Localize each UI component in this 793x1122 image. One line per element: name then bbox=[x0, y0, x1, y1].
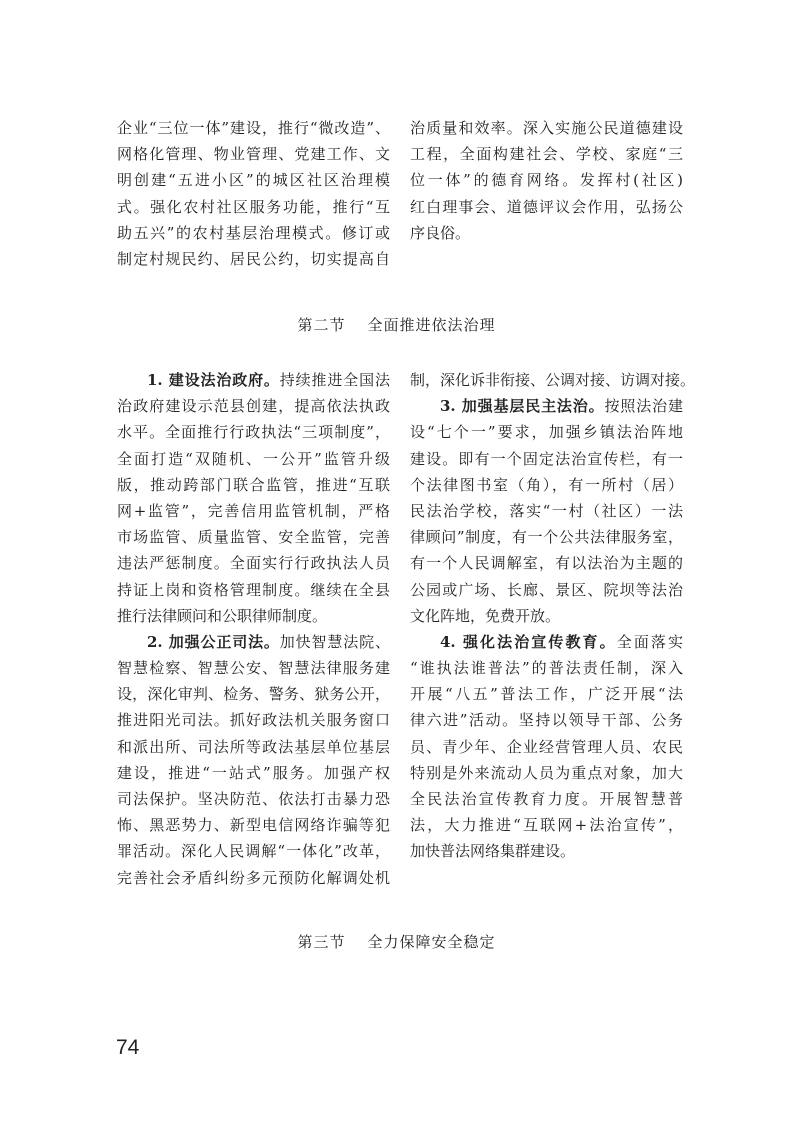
paragraph-line bbox=[410, 419, 683, 445]
section-number: 第三节 bbox=[297, 933, 346, 951]
line-text: 制，深化诉非衔接、公调对接、访调对接。 bbox=[410, 371, 696, 389]
line-text: 开展“八五”普法工作，广泛开展“法 bbox=[410, 685, 683, 704]
paragraph-line bbox=[410, 812, 683, 838]
paragraph-line bbox=[410, 498, 683, 524]
paragraph-line bbox=[410, 472, 683, 498]
paragraph-line bbox=[410, 760, 683, 786]
line-text: 公园或广场、长廊、景区、院坝等法治 bbox=[410, 580, 683, 599]
line-text: 明创建“五进小区”的城区社区治理模 bbox=[117, 171, 390, 190]
line-text: 位一体”的德育网络。发挥村(社区) bbox=[410, 171, 683, 190]
line-text: 罪活动。深化人民调解“一体化”改革， bbox=[117, 842, 390, 861]
line-text: 企业“三位一体”建设，推行“微改造”、 bbox=[117, 119, 390, 137]
paragraph-line bbox=[410, 655, 683, 681]
paragraph-line bbox=[410, 141, 683, 167]
paragraph-lead-heading: 4. 强化法治宣传教育。 bbox=[440, 632, 617, 651]
line-text: 网格化管理、物业管理、党建工作、文 bbox=[117, 145, 390, 164]
paragraph-line bbox=[410, 194, 683, 220]
line-text: 推进阳光司法。抓好政法机关服务窗口 bbox=[117, 711, 390, 730]
line-text: 全民法治宣传教育力度。开展智慧普 bbox=[410, 790, 683, 808]
paragraph-line bbox=[410, 167, 683, 193]
line-text: 怖、黑恶势力、新型电信网络诈骗等犯 bbox=[117, 816, 390, 835]
section-heading-2 bbox=[0, 314, 793, 335]
line-text: 律六进”活动。坚持以领导干部、公务 bbox=[410, 711, 683, 730]
section-title: 全力保障安全稳定 bbox=[367, 933, 496, 951]
paragraph-line bbox=[410, 629, 683, 655]
section2-left-column bbox=[117, 367, 390, 891]
line-text: 序良俗。 bbox=[410, 223, 471, 242]
paragraph-line bbox=[117, 629, 390, 655]
line-text: 智慧检察、智慧公安、智慧法律服务建 bbox=[117, 659, 390, 678]
line-text: 特别是外来流动人员为重点对象，加大 bbox=[410, 763, 683, 782]
line-text: 式。强化农村社区服务功能，推行“互 bbox=[117, 197, 390, 216]
line-text: 律顾问”制度，有一个公共法律服务室， bbox=[410, 528, 683, 547]
paragraph-line bbox=[117, 577, 390, 603]
line-text: 全面落实 bbox=[616, 632, 683, 651]
paragraph-line bbox=[117, 681, 390, 707]
section-number: 第二节 bbox=[297, 316, 346, 334]
paragraph-line bbox=[117, 472, 390, 498]
line-text: 法，大力推进“互联网+法治宣传”， bbox=[410, 816, 683, 835]
paragraph-line bbox=[410, 681, 683, 707]
paragraph-line bbox=[117, 393, 390, 419]
section-heading-3 bbox=[0, 931, 793, 952]
line-text: 设“七个一”要求，加强乡镇法治阵地 bbox=[410, 423, 683, 442]
paragraph-line bbox=[117, 603, 390, 629]
line-text: 加快智慧法院、 bbox=[279, 632, 390, 651]
line-text: 司法保护。坚决防范、依法打击暴力恐 bbox=[117, 790, 390, 808]
line-text: 建设。即有一个固定法治宣传栏，有一 bbox=[410, 449, 683, 468]
section1-left-column bbox=[117, 115, 390, 272]
paragraph-line bbox=[410, 393, 683, 419]
paragraph-lead-heading: 3. 加强基层民主法治。 bbox=[440, 397, 605, 416]
paragraph-line bbox=[410, 446, 683, 472]
paragraph-line bbox=[117, 786, 390, 812]
line-text: 持续推进全国法 bbox=[279, 371, 390, 389]
paragraph-line bbox=[117, 498, 390, 524]
paragraph-line bbox=[117, 524, 390, 550]
paragraph-line bbox=[117, 419, 390, 445]
line-text: 加快普法网络集群建设。 bbox=[410, 842, 576, 861]
paragraph-line bbox=[117, 220, 390, 246]
line-text: 治政府建设示范县创建，提高依法执政 bbox=[117, 397, 390, 416]
paragraph-line bbox=[117, 838, 390, 864]
section1-right-column bbox=[410, 115, 683, 246]
paragraph-line bbox=[117, 655, 390, 681]
paragraph-lead-heading: 2. 加强公正司法。 bbox=[147, 632, 280, 651]
paragraph-line bbox=[117, 707, 390, 733]
line-text: 建设，推进“一站式”服务。加强产权 bbox=[117, 763, 390, 782]
paragraph-line bbox=[410, 577, 683, 603]
paragraph-line bbox=[117, 760, 390, 786]
page-number: 74 bbox=[116, 1036, 140, 1059]
line-text: 治质量和效率。深入实施公民道德建设 bbox=[410, 119, 683, 137]
line-text: 助五兴”的农村基层治理模式。修订或 bbox=[117, 223, 390, 242]
paragraph-line bbox=[117, 734, 390, 760]
paragraph-line bbox=[117, 167, 390, 193]
paragraph-line bbox=[410, 550, 683, 576]
paragraph-line bbox=[410, 524, 683, 550]
paragraph-line bbox=[410, 838, 683, 864]
line-text: 违法严惩制度。全面实行行政执法人员 bbox=[117, 554, 390, 573]
paragraph-line bbox=[410, 220, 683, 246]
line-text: 个法律图书室（角），有一所村（居） bbox=[410, 475, 683, 494]
paragraph-line bbox=[410, 786, 683, 812]
paragraph-line bbox=[117, 446, 390, 472]
line-text: 员、青少年、企业经营管理人员、农民 bbox=[410, 737, 683, 756]
paragraph-line bbox=[117, 141, 390, 167]
paragraph-lead-heading: 1. 建设法治政府。 bbox=[147, 371, 280, 389]
line-text: “谁执法谁普法”的普法责任制，深入 bbox=[410, 659, 683, 678]
line-text: 工程，全面构建社会、学校、家庭“三 bbox=[410, 145, 683, 164]
paragraph-line bbox=[410, 115, 683, 141]
line-text: 网+监管”，完善信用监管机制，严格 bbox=[117, 501, 390, 520]
section2-right-column bbox=[410, 367, 696, 865]
line-text: 红白理事会、道德评议会作用，弘扬公 bbox=[410, 197, 683, 216]
paragraph-line bbox=[410, 603, 683, 629]
line-text: 和派出所、司法所等政法基层单位基层 bbox=[117, 737, 390, 756]
line-text: 文化阵地，免费开放。 bbox=[410, 606, 561, 625]
line-text: 有一个人民调解室，有以法治为主题的 bbox=[410, 554, 683, 573]
paragraph-line bbox=[117, 367, 390, 393]
paragraph-line bbox=[117, 812, 390, 838]
line-text: 按照法治建 bbox=[604, 397, 683, 416]
line-text: 版，推动跨部门联合监管，推进“互联 bbox=[117, 475, 390, 494]
paragraph-line bbox=[117, 550, 390, 576]
section-title: 全面推进依法治理 bbox=[367, 316, 496, 334]
paragraph-line bbox=[117, 115, 390, 141]
line-text: 制定村规民约、居民公约，切实提高自 bbox=[117, 249, 390, 268]
paragraph-line bbox=[410, 707, 683, 733]
paragraph-line bbox=[117, 246, 390, 272]
line-text: 民法治学校，落实“一村（社区）一法 bbox=[410, 501, 683, 520]
paragraph-line bbox=[410, 734, 683, 760]
line-text: 完善社会矛盾纠纷多元预防化解调处机 bbox=[117, 868, 390, 887]
paragraph-line bbox=[117, 194, 390, 220]
line-text: 水平。全面推行行政执法“三项制度”， bbox=[117, 423, 390, 442]
line-text: 设，深化审判、检务、警务、狱务公开， bbox=[117, 685, 390, 704]
line-text: 持证上岗和资格管理制度。继续在全县 bbox=[117, 580, 390, 599]
line-text: 市场监管、质量监管、安全监管，完善 bbox=[117, 528, 390, 547]
paragraph-line bbox=[117, 865, 390, 891]
paragraph-line bbox=[410, 367, 696, 393]
line-text: 推行法律顾问和公职律师制度。 bbox=[117, 606, 328, 625]
line-text: 全面打造“双随机、一公开”监管升级 bbox=[117, 449, 390, 468]
